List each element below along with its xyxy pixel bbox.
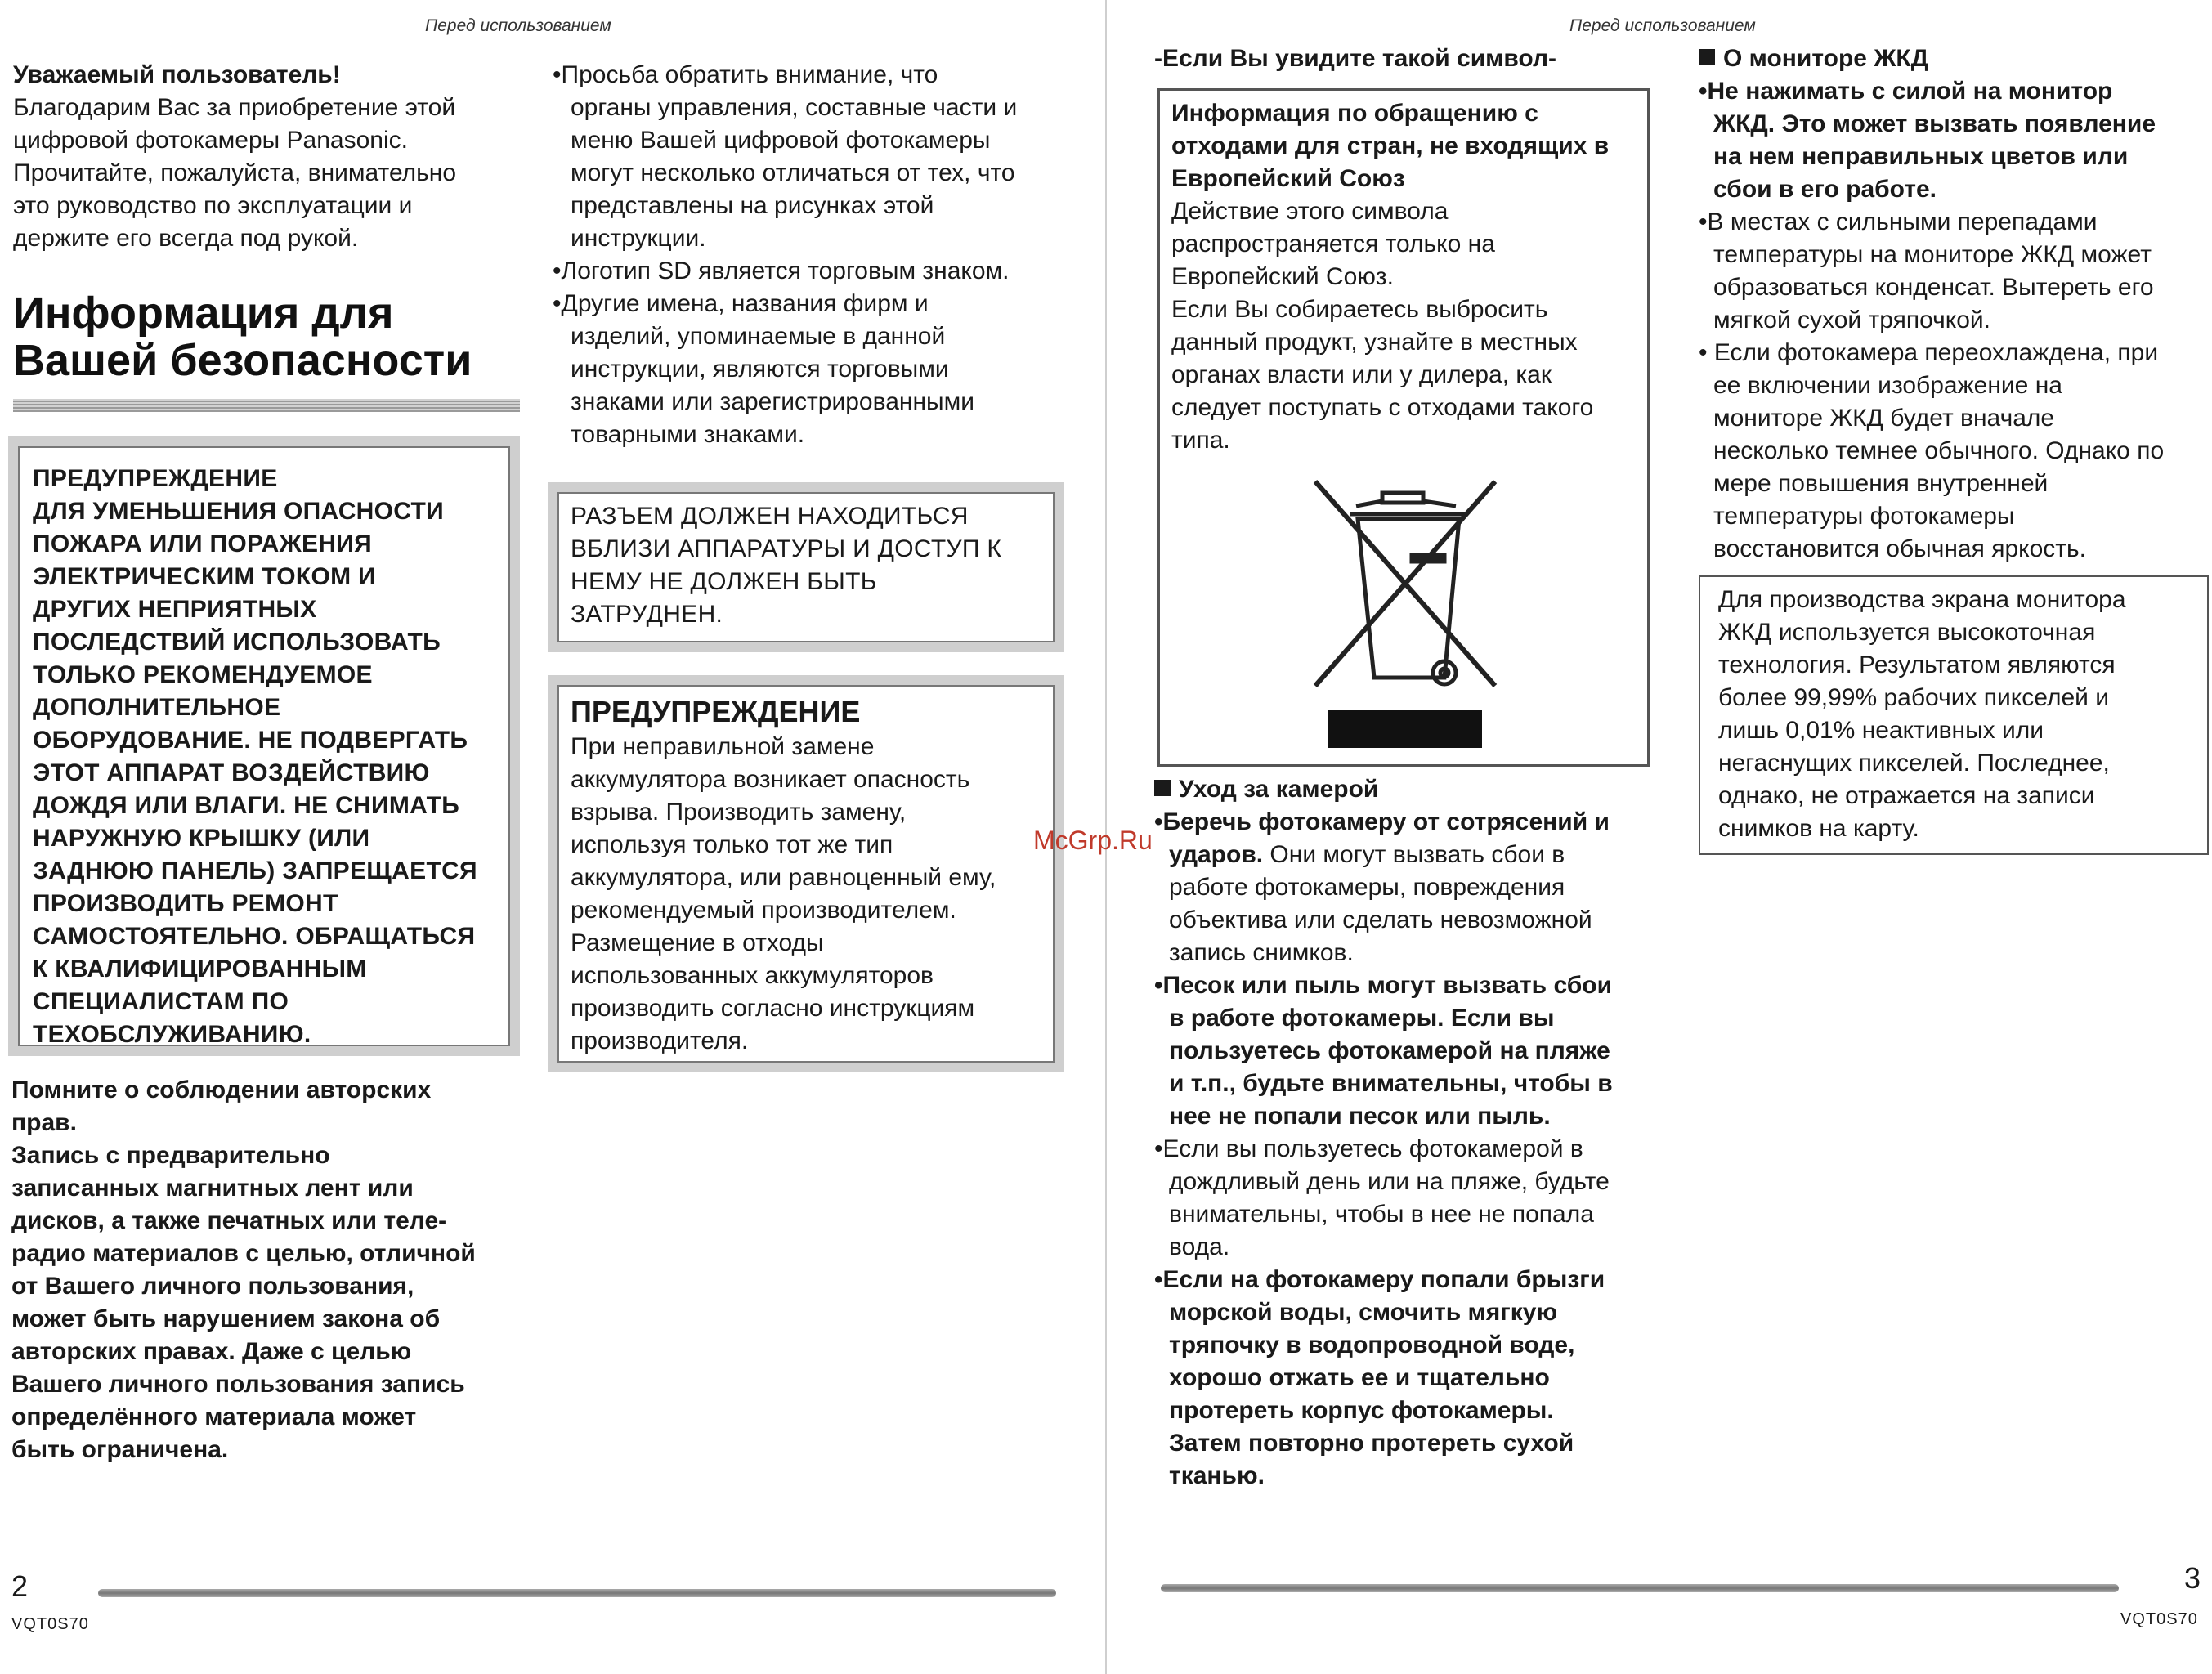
- care-line: хорошо отжать ее и тщательно: [1169, 1364, 1550, 1391]
- section-title: Вашей безопасности: [13, 336, 472, 385]
- care-line: тканью.: [1169, 1462, 1265, 1489]
- warning-line: САМОСТОЯТЕЛЬНО. ОБРАЩАТЬСЯ: [33, 923, 476, 950]
- copyright-line: может быть нарушением закона об: [11, 1305, 441, 1332]
- battery-warning-title: ПРЕДУПРЕЖДЕНИЕ: [571, 695, 861, 728]
- lcd-line: несколько темнее обычного. Однако по: [1713, 437, 2165, 464]
- lcd-line: температуры на мониторе ЖКД может: [1713, 241, 2152, 268]
- note-item: [553, 255, 1076, 288]
- note-line: меню Вашей цифровой фотокамеры: [571, 127, 991, 154]
- copyright-line: Вашего личного пользования запись: [11, 1371, 465, 1398]
- battery-line: использованных аккумуляторов: [571, 962, 934, 989]
- disposal-line: распространяется только на: [1171, 231, 1495, 257]
- disposal-title-line: Европейский Союз: [1171, 165, 1405, 192]
- care-line: • Песок или пыль могут вызвать сбои: [1154, 969, 1645, 1002]
- battery-line: производителя.: [571, 1027, 749, 1054]
- battery-line: аккумулятора, или равноценный ему,: [571, 864, 996, 891]
- watermark-text: McGrp.Ru: [1033, 826, 1153, 855]
- lcd-line: восстановится обычная яркость.: [1713, 535, 2086, 562]
- warning-line: ПОСЛЕДСТВИЙ ИСПОЛЬЗОВАТЬ: [33, 629, 441, 656]
- lcd-line: образоваться конденсат. Вытереть его: [1713, 274, 2154, 301]
- lcd-item: [1699, 206, 2205, 337]
- intro-line: Благодарим Вас за приобретение этой: [13, 94, 456, 121]
- warning-box: [8, 436, 520, 1056]
- copyright-block: [11, 1074, 535, 1466]
- lcd-line: ЖКД. Это может вызвать появление: [1713, 110, 2156, 137]
- pixel-line: негаснущих пикселей. Последнее,: [1718, 750, 2110, 777]
- warning-line: ТЕХОБСЛУЖИВАНИЮ.: [33, 1021, 311, 1048]
- warning-line: ПРОИЗВОДИТЬ РЕМОНТ: [33, 890, 338, 917]
- intro-line: Прочитайте, пожалуйста, внимательно: [13, 159, 457, 186]
- care-line: протереть корпус фотокамеры.: [1169, 1397, 1554, 1424]
- care-line-mixed: [1154, 839, 1645, 871]
- copyright-line: от Вашего личного пользования,: [11, 1273, 414, 1300]
- page-number-right: 3: [2184, 1561, 2201, 1595]
- copyright-line: дисков, а также печатных или теле-: [11, 1207, 447, 1234]
- warning-line: ЭТОТ АППАРАТ ВОЗДЕЙСТВИЮ: [33, 759, 430, 786]
- lcd-line: мониторе ЖКД будет вначале: [1713, 405, 2055, 432]
- warning-line: К КВАЛИФИЦИРОВАННЫМ: [33, 956, 367, 982]
- warning-line: ДЛЯ УМЕНЬШЕНИЯ ОПАСНОСТИ: [33, 498, 444, 525]
- pixel-line: технология. Результатом являются: [1718, 651, 2116, 678]
- right-page: [1107, 0, 2212, 1674]
- battery-line: производить согласно инструкциям: [571, 995, 975, 1022]
- warning-line: ДРУГИХ НЕПРИЯТНЫХ: [33, 596, 317, 623]
- running-header-left: Перед использованием: [425, 16, 611, 35]
- copyright-line: Запись с предварительно: [11, 1142, 330, 1169]
- care-line: • Если вы пользуетесь фотокамерой в: [1154, 1133, 1645, 1166]
- disposal-line: Действие этого символа: [1171, 198, 1449, 225]
- disposal-line: типа.: [1171, 427, 1230, 454]
- care-item: [1154, 969, 1645, 1133]
- crossed-out-wheelie-bin-icon: [1307, 473, 1503, 751]
- note-line: • Логотип SD является торговым знаком.: [553, 255, 1076, 288]
- copyright-line: прав.: [11, 1109, 77, 1136]
- footer-rule-left: [98, 1589, 1056, 1597]
- warning-line: НАРУЖНУЮ КРЫШКУ (ИЛИ: [33, 825, 370, 852]
- care-line: пользуетесь фотокамерой на пляже: [1169, 1037, 1610, 1064]
- warning-line: ДОЖДЯ ИЛИ ВЛАГИ. НЕ СНИМАТЬ: [33, 792, 460, 819]
- intro-line: цифровой фотокамеры Panasonic.: [13, 127, 408, 154]
- left-page: [0, 0, 1105, 1674]
- lcd-line: ее включении изображение на: [1713, 372, 2062, 399]
- pixel-line: Для производства экрана монитора: [1718, 586, 2126, 613]
- disposal-line: Европейский Союз.: [1171, 263, 1394, 290]
- note-line: представлены на рисунках этой: [571, 192, 934, 219]
- care-bold-part: ударов.: [1169, 841, 1264, 868]
- disposal-box: [1157, 88, 1650, 767]
- care-line: • Беречь фотокамеру от сотрясений и: [1154, 806, 1645, 839]
- camera-care-section: [1154, 773, 1645, 1493]
- disposal-line: следует поступать с отходами такого: [1171, 394, 1594, 421]
- socket-line: ВБЛИЗИ АППАРАТУРЫ И ДОСТУП К: [571, 535, 1002, 562]
- note-line: знаками или зарегистрированными: [571, 388, 974, 415]
- copyright-line: авторских правах. Даже с целью: [11, 1338, 412, 1365]
- care-line: в работе фотокамеры. Если вы: [1169, 1005, 1555, 1032]
- lcd-line: мягкой сухой тряпочкой.: [1713, 307, 1990, 333]
- note-item: [553, 59, 1076, 255]
- care-line: тряпочку в водопроводной воде,: [1169, 1332, 1575, 1358]
- battery-line: рекомендуемый производителем.: [571, 897, 956, 924]
- care-line: вода.: [1169, 1233, 1230, 1260]
- symbol-heading-block: [1154, 43, 1645, 75]
- disposal-line: Если Вы собираетесь выбросить: [1171, 296, 1548, 323]
- section-title-block: [13, 289, 520, 412]
- care-line: работе фотокамеры, повреждения: [1169, 874, 1565, 901]
- care-line: морской воды, смочить мягкую: [1169, 1299, 1558, 1326]
- lcd-line: на нем неправильных цветов или: [1713, 143, 2129, 170]
- square-bullet-icon: [1154, 780, 1171, 796]
- pixel-line: ЖКД используется высокоточная: [1718, 619, 2096, 646]
- socket-line: РАЗЪЕМ ДОЛЖЕН НАХОДИТЬСЯ: [571, 503, 969, 530]
- disposal-title-line: отходами для стран, не входящих в: [1171, 132, 1610, 159]
- warning-line: ДОПОЛНИТЕЛЬНОЕ: [33, 694, 281, 721]
- note-line: органы управления, составные части и: [571, 94, 1018, 121]
- battery-line: используя только тот же тип: [571, 831, 893, 858]
- copyright-line: быть ограничена.: [11, 1436, 229, 1463]
- square-bullet-icon: [1699, 49, 1715, 65]
- greeting: Уважаемый пользователь!: [13, 61, 341, 88]
- lcd-item: [1699, 75, 2205, 206]
- lcd-section: [1699, 43, 2205, 566]
- section-title: Информация для: [13, 289, 394, 338]
- lcd-line: • Если фотокамера переохлаждена, при: [1699, 337, 2205, 369]
- notes-list: [553, 59, 1076, 451]
- socket-line: НЕМУ НЕ ДОЛЖЕН БЫТЬ: [571, 568, 877, 595]
- pixel-line: более 99,99% рабочих пикселей и: [1718, 684, 2109, 711]
- lcd-line: температуры фотокамеры: [1713, 503, 2015, 530]
- note-line: могут несколько отличаться от тех, что: [571, 159, 1015, 186]
- section-title-rule: [13, 399, 520, 412]
- copyright-line: определённого материала может: [11, 1403, 417, 1430]
- warning-line: ПРЕДУПРЕЖДЕНИЕ: [33, 465, 278, 492]
- pixel-info-box: [1699, 575, 2209, 855]
- battery-line: взрыва. Производить замену,: [571, 799, 907, 826]
- disposal-line: органах власти или у дилера, как: [1171, 361, 1552, 388]
- care-line: Затем повторно протереть сухой: [1169, 1430, 1574, 1457]
- model-code-right: VQT0S70: [2120, 1610, 2198, 1628]
- care-item: [1154, 1264, 1645, 1493]
- pixel-line: лишь 0,01% неактивных или: [1718, 717, 2044, 744]
- intro-line: это руководство по эксплуатации и: [13, 192, 413, 219]
- copyright-line: Помните о соблюдении авторских: [11, 1076, 432, 1103]
- warning-line: СПЕЦИАЛИСТАМ ПО: [33, 988, 289, 1015]
- care-item: [1154, 806, 1645, 969]
- care-line: внимательны, чтобы в нее не попала: [1169, 1201, 1594, 1228]
- warning-line: ОБОРУДОВАНИЕ. НЕ ПОДВЕРГАТЬ: [33, 727, 468, 754]
- care-line: запись снимков.: [1169, 939, 1354, 966]
- care-normal-part: Они могут вызвать сбои в: [1263, 841, 1565, 868]
- note-item: [553, 288, 1076, 451]
- lcd-line: мере повышения внутренней: [1713, 470, 2049, 497]
- warning-line: ТОЛЬКО РЕКОМЕНДУЕМОЕ: [33, 661, 373, 688]
- battery-line: При неправильной замене: [571, 733, 875, 760]
- intro-block: [13, 59, 528, 255]
- camera-care-heading-text: Уход за камерой: [1179, 776, 1379, 803]
- note-line: товарными знаками.: [571, 421, 805, 448]
- warning-line: ПОЖАРА ИЛИ ПОРАЖЕНИЯ: [33, 530, 373, 557]
- model-code-left: VQT0S70: [11, 1615, 89, 1633]
- symbol-heading: -Если Вы увидите такой символ-: [1154, 45, 1556, 72]
- care-line: дождливый день или на пляже, будьте: [1169, 1168, 1610, 1195]
- socket-line: ЗАТРУДНЕН.: [571, 601, 723, 628]
- copyright-line: записанных магнитных лент или: [11, 1175, 414, 1202]
- running-header-right: Перед использованием: [1569, 16, 1756, 35]
- copyright-line: радио материалов с целью, отличной: [11, 1240, 476, 1267]
- note-line: инструкции, являются торговыми: [571, 356, 949, 383]
- note-line: • Другие имена, названия фирм и: [553, 288, 1076, 320]
- warning-line: ЗАДНЮЮ ПАНЕЛЬ) ЗАПРЕЩАЕТСЯ: [33, 857, 477, 884]
- lcd-heading: [1699, 43, 2205, 75]
- battery-line: Размещение в отходы: [571, 929, 824, 956]
- warning-line: ЭЛЕКТРИЧЕСКИМ ТОКОМ И: [33, 563, 376, 590]
- care-line: объектива или сделать невозможной: [1169, 906, 1592, 933]
- lcd-line: • В местах с сильными перепадами: [1699, 206, 2205, 239]
- battery-warning-box: [548, 675, 1064, 1072]
- pixel-line: снимков на карту.: [1718, 815, 1919, 842]
- care-line: и т.п., будьте внимательны, чтобы в: [1169, 1070, 1613, 1097]
- intro-line: держите его всегда под рукой.: [13, 225, 359, 252]
- lcd-heading-text: О мониторе ЖКД: [1723, 45, 1929, 72]
- page-number-left: 2: [11, 1569, 29, 1603]
- care-line: нее не попали песок или пыль.: [1169, 1103, 1551, 1130]
- lcd-line: сбои в его работе.: [1713, 176, 1937, 203]
- disposal-title-line: Информация по обращению с: [1171, 100, 1538, 127]
- camera-care-heading: [1154, 773, 1645, 806]
- footer-rule-right: [1161, 1584, 2119, 1592]
- battery-line: аккумулятора возникает опасность: [571, 766, 970, 793]
- lcd-line: • Не нажимать с силой на монитор: [1699, 75, 2205, 108]
- pixel-line: однако, не отражается на записи: [1718, 782, 2095, 809]
- note-line: инструкции.: [571, 225, 706, 252]
- lcd-item: [1699, 337, 2205, 566]
- disposal-line: данный продукт, узнайте в местных: [1171, 329, 1578, 356]
- note-line: изделий, упоминаемые в данной: [571, 323, 946, 350]
- care-line: • Если на фотокамеру попали брызги: [1154, 1264, 1645, 1296]
- note-line: • Просьба обратить внимание, что: [553, 59, 1076, 92]
- left-column-1: [13, 59, 528, 412]
- socket-box: [548, 482, 1064, 652]
- care-item: [1154, 1133, 1645, 1264]
